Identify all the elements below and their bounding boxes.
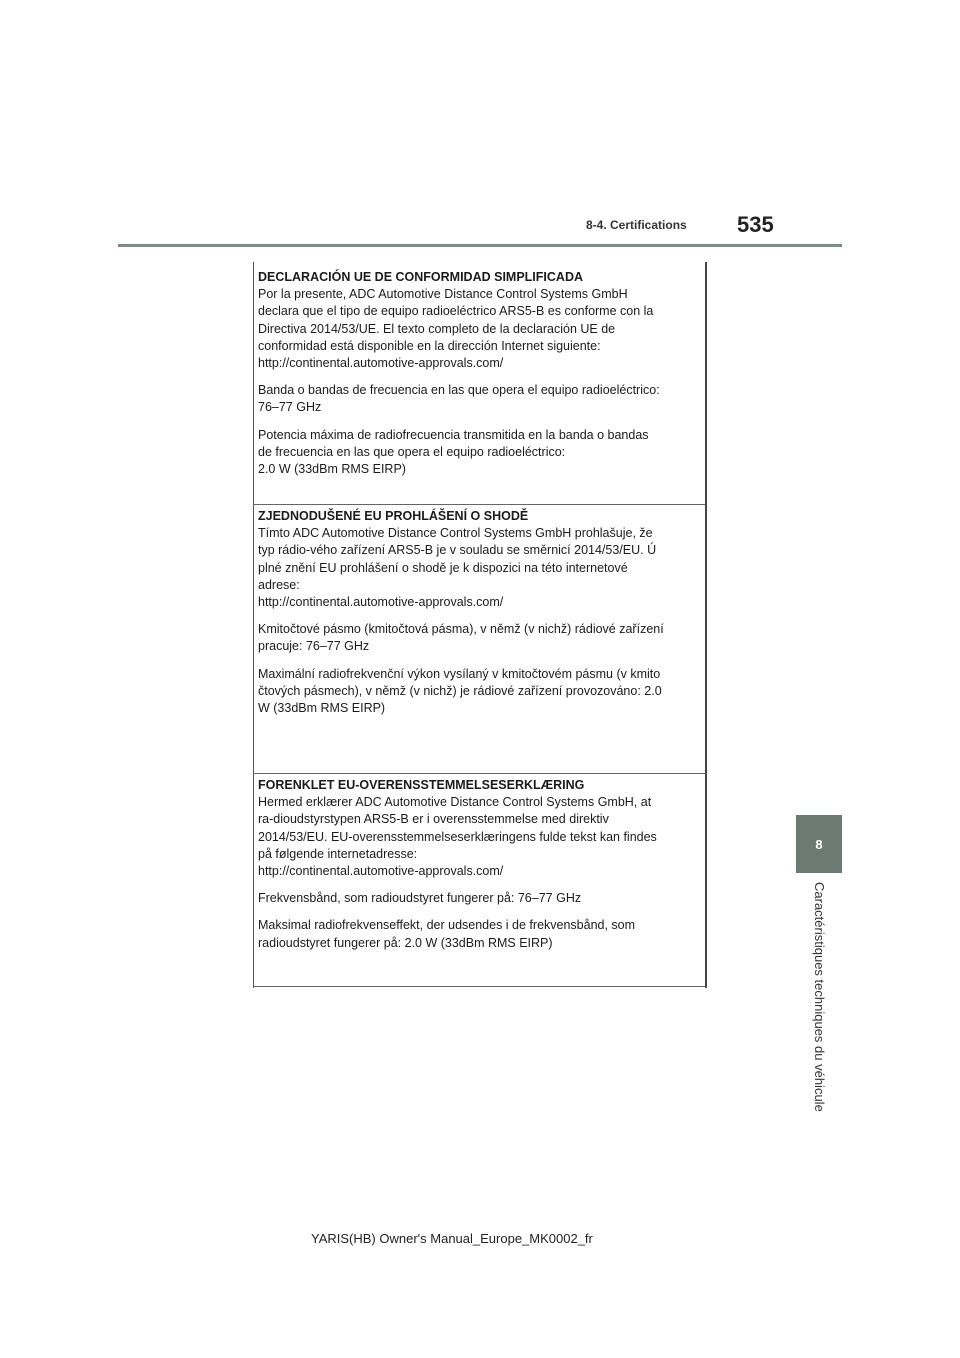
url-line: http://continental.automotive-approvals.com/ xyxy=(258,595,504,610)
text-line: conformidad está disponible en la dirección Internet siguiente: xyxy=(258,338,601,353)
text-line: de frecuencia en las que opera el equipo radioeléctrico: xyxy=(258,444,566,459)
text-line: 76–77 GHz xyxy=(258,400,322,415)
text-line: declara que el tipo de equipo radioeléctrico ARS5-B es conforme con la xyxy=(258,304,654,319)
text-line: radioudstyret fungerer på: 2.0 W (33dBm RMS EIRP) xyxy=(258,935,553,950)
text-line: typ rádio-vého zařízení ARS5-B je v souladu se směrnicí 2014/53/EU. Ú xyxy=(258,543,657,558)
text-line: Hermed erklærer ADC Automotive Distance Control Systems GmbH, at xyxy=(258,795,652,810)
declaration-heading: FORENKLET EU-OVERENSSTEMMELSESERKLÆRING xyxy=(258,778,585,792)
declaration-spanish xyxy=(258,269,706,478)
section-title: 8-4. Certifications xyxy=(586,218,687,232)
header-divider xyxy=(118,244,842,247)
scan-border-bottom xyxy=(253,986,706,987)
chapter-number: 8 xyxy=(815,836,823,852)
text-line: Directiva 2014/53/UE. El texto completo de la declaración UE de xyxy=(258,321,616,336)
text-line: Potencia máxima de radiofrecuencia transmitida en la banda o bandas xyxy=(258,427,649,442)
text-line: plné znění EU prohlášení o shodě je k dispozici na této internetové xyxy=(258,560,628,575)
text-line: ra-dioudstyrstypen ARS5-B er i overensstemmelse med direktiv xyxy=(258,812,609,827)
page-footer: YARIS(HB) Owner's Manual_Europe_MK0002_fr xyxy=(311,1231,593,1246)
text-line: čtových pásmech), v němž (v nichž) je rádiové zařízení provozováno: 2.0 xyxy=(258,683,662,698)
page-number: 535 xyxy=(737,212,774,237)
text-line: Kmitočtové pásmo (kmitočtová pásma), v němž (v nichž) rádiové zařízení xyxy=(258,622,664,637)
section-divider xyxy=(253,773,706,774)
text-line: adrese: xyxy=(258,577,300,592)
text-line: Por la presente, ADC Automotive Distance Control Systems GmbH xyxy=(258,287,628,302)
text-line: Maksimal radiofrekvenseffekt, der udsendes i de frekvensbånd, som xyxy=(258,918,636,933)
scan-border-left xyxy=(253,262,254,988)
text-line: Banda o bandas de frecuencia en las que opera el equipo radioeléctrico: xyxy=(258,383,660,398)
text-line: pracuje: 76–77 GHz xyxy=(258,639,370,654)
text-line: Frekvensbånd, som radioudstyret fungerer på: 76–77 GHz xyxy=(258,891,582,906)
chapter-tab xyxy=(796,815,842,873)
chapter-side-title: Caractéristiques techniques du véhicule xyxy=(812,882,827,1112)
declaration-czech xyxy=(258,508,706,717)
text-line: W (33dBm RMS EIRP) xyxy=(258,701,386,716)
text-line: 2014/53/EU. EU-overensstemmelseserklæringens fulde tekst kan findes xyxy=(258,829,657,844)
declaration-heading: ZJEDNODUŠENÉ EU PROHLÁŠENÍ O SHODĚ xyxy=(258,509,529,523)
url-line: http://continental.automotive-approvals.com/ xyxy=(258,864,504,879)
scanned-declaration xyxy=(253,262,707,988)
declaration-heading: DECLARACIÓN UE DE CONFORMIDAD SIMPLIFICADA xyxy=(258,270,583,284)
section-divider xyxy=(253,504,705,505)
url-line: http://continental.automotive-approvals.com/ xyxy=(258,356,504,371)
text-line: Maximální radiofrekvenční výkon vysílaný v kmitočtovém pásmu (v kmito xyxy=(258,666,661,681)
text-line: 2.0 W (33dBm RMS EIRP) xyxy=(258,462,406,477)
text-line: Tímto ADC Automotive Distance Control Systems GmbH prohlašuje, že xyxy=(258,526,653,541)
text-line: på følgende internetadresse: xyxy=(258,846,418,861)
declaration-danish xyxy=(258,777,706,952)
